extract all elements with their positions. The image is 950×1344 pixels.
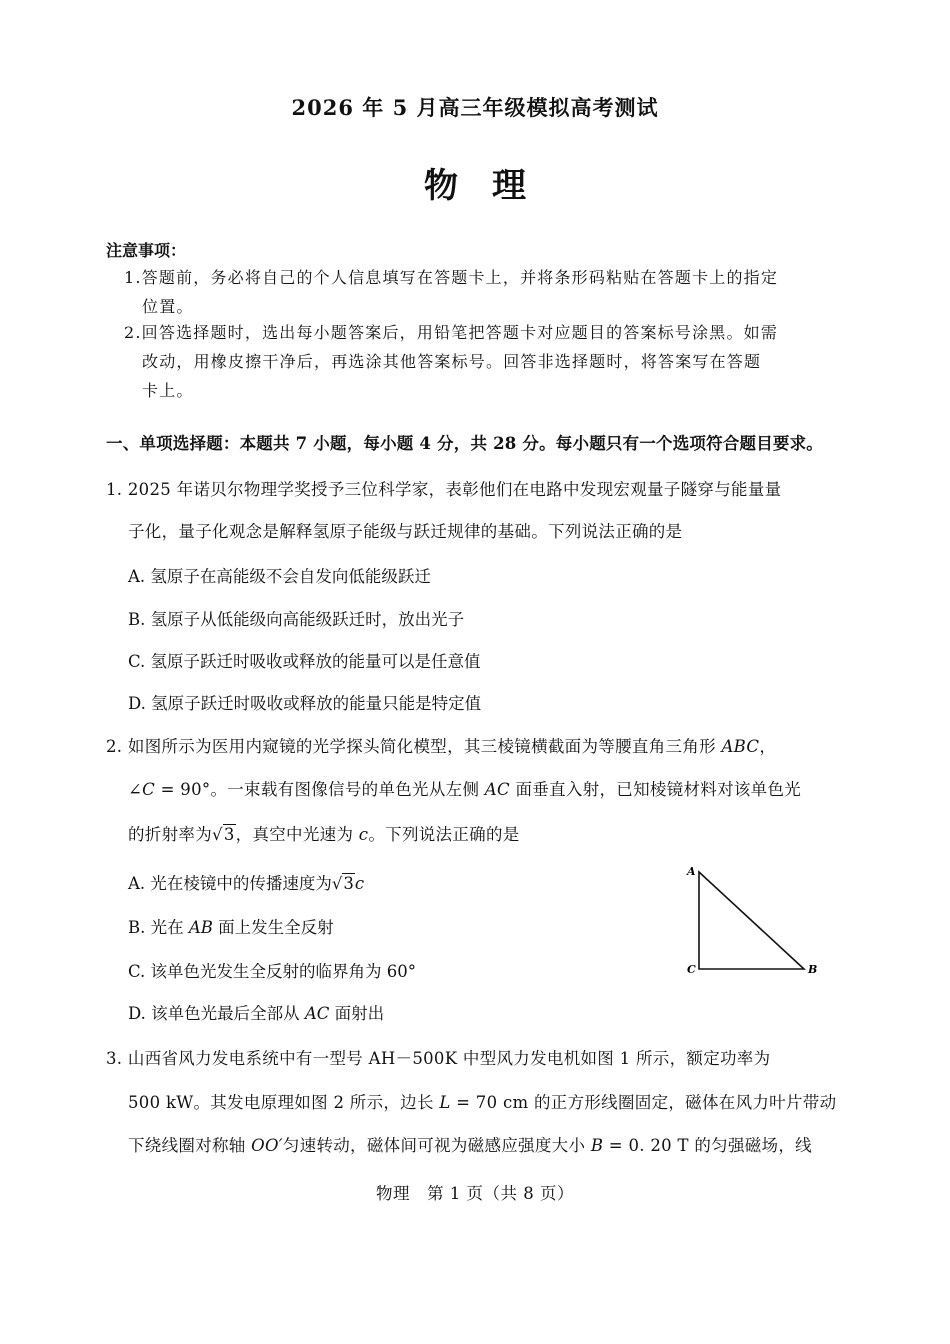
prism-triangle-figure xyxy=(680,862,830,982)
notice-item-2 xyxy=(124,318,832,405)
question-1-option-c: C. 氢原子跃迁时吸收或释放的能量可以是任意值 xyxy=(128,652,481,671)
question-3-line-2: 500 kW。其发电原理如图 2 所示，边长 L = 70 cm 的正方形线圈固定，磁体在风力叶片带动 xyxy=(128,1093,837,1112)
section-heading: 一、单项选择题：本题共 7 小题，每小题 4 分，共 28 分。每小题只有一个选项符合题目要求。 xyxy=(106,434,823,453)
question-1-option-a: A. 氢原子在高能级不会自发向低能级跃迁 xyxy=(128,567,431,586)
exam-title: 2026 年 5 月高三年级模拟高考测试 xyxy=(291,95,659,120)
notice-item-1-line1: 1.答题前，务必将自己的个人信息填写在答题卡上，并将条形码粘贴在答题卡上的指定 xyxy=(124,268,779,287)
question-2-line-1: 2. 如图所示为医用内窥镜的光学探头简化模型，其三棱镜横截面为等腰直角三角形 ABC， xyxy=(106,737,777,756)
question-2-option-c: C. 该单色光发生全反射的临界角为 60° xyxy=(128,962,417,981)
notice-item-2-line3: 卡上。 xyxy=(142,381,194,400)
question-3-line-3: 下绕线圈对称轴 OO′匀速转动，磁体间可视为磁感应强度大小 B = 0. 20 T 的匀强磁场，线 xyxy=(128,1136,812,1155)
notice-item-2-line2: 改动，用橡皮擦干净后，再选涂其他答案标号。回答非选择题时，将答案写在答题 xyxy=(142,352,762,371)
question-2-line-3: 的折射率为√3，真空中光速为 c。下列说法正确的是 xyxy=(128,825,520,844)
question-2-option-b: B. 光在 AB 面上发生全反射 xyxy=(128,918,334,937)
question-1-line-1: 1. 2025 年诺贝尔物理学奖授予三位科学家，表彰他们在电路中发现宏观量子隧穿与能量量 xyxy=(106,480,782,499)
question-1-line-2: 子化，量子化观念是解释氢原子能级与跃迁规律的基础。下列说法正确的是 xyxy=(128,522,683,541)
sqrt-3: √3 xyxy=(331,874,354,893)
notice-heading: 注意事项： xyxy=(106,241,187,260)
page-footer: 物理 第 1 页（共 8 页） xyxy=(376,1184,574,1203)
question-1-option-d: D. 氢原子跃迁时吸收或释放的能量只能是特定值 xyxy=(128,694,482,713)
subject-title: 物理 xyxy=(424,166,560,206)
vertex-label-b: B xyxy=(808,963,818,976)
sqrt-3: √3 xyxy=(212,825,235,844)
vertex-label-c: C xyxy=(687,963,696,976)
notice-item-2-line1: 2.回答选择题时，选出每小题答案后，用铅笔把答题卡对应题目的答案标号涂黑。如需 xyxy=(124,323,779,342)
notice-item-1-line2: 位置。 xyxy=(142,297,194,316)
notice-item-1 xyxy=(124,263,832,321)
question-3-line-1: 3. 山西省风力发电系统中有一型号 AH－500K 中型风力发电机如图 1 所示，额定功率为 xyxy=(106,1049,771,1068)
question-1-option-b: B. 氢原子从低能级向高能级跃迁时，放出光子 xyxy=(128,610,465,629)
question-2-line-2: ∠C = 90°。一束载有图像信号的单色光从左侧 AC 面垂直入射，已知棱镜材料对该单色光 xyxy=(128,780,802,799)
question-2-option-d: D. 该单色光最后全部从 AC 面射出 xyxy=(128,1004,385,1023)
triangle-abc xyxy=(699,872,804,969)
question-2-option-a: A. 光在棱镜中的传播速度为√3c xyxy=(128,874,365,893)
vertex-label-a: A xyxy=(687,865,696,878)
